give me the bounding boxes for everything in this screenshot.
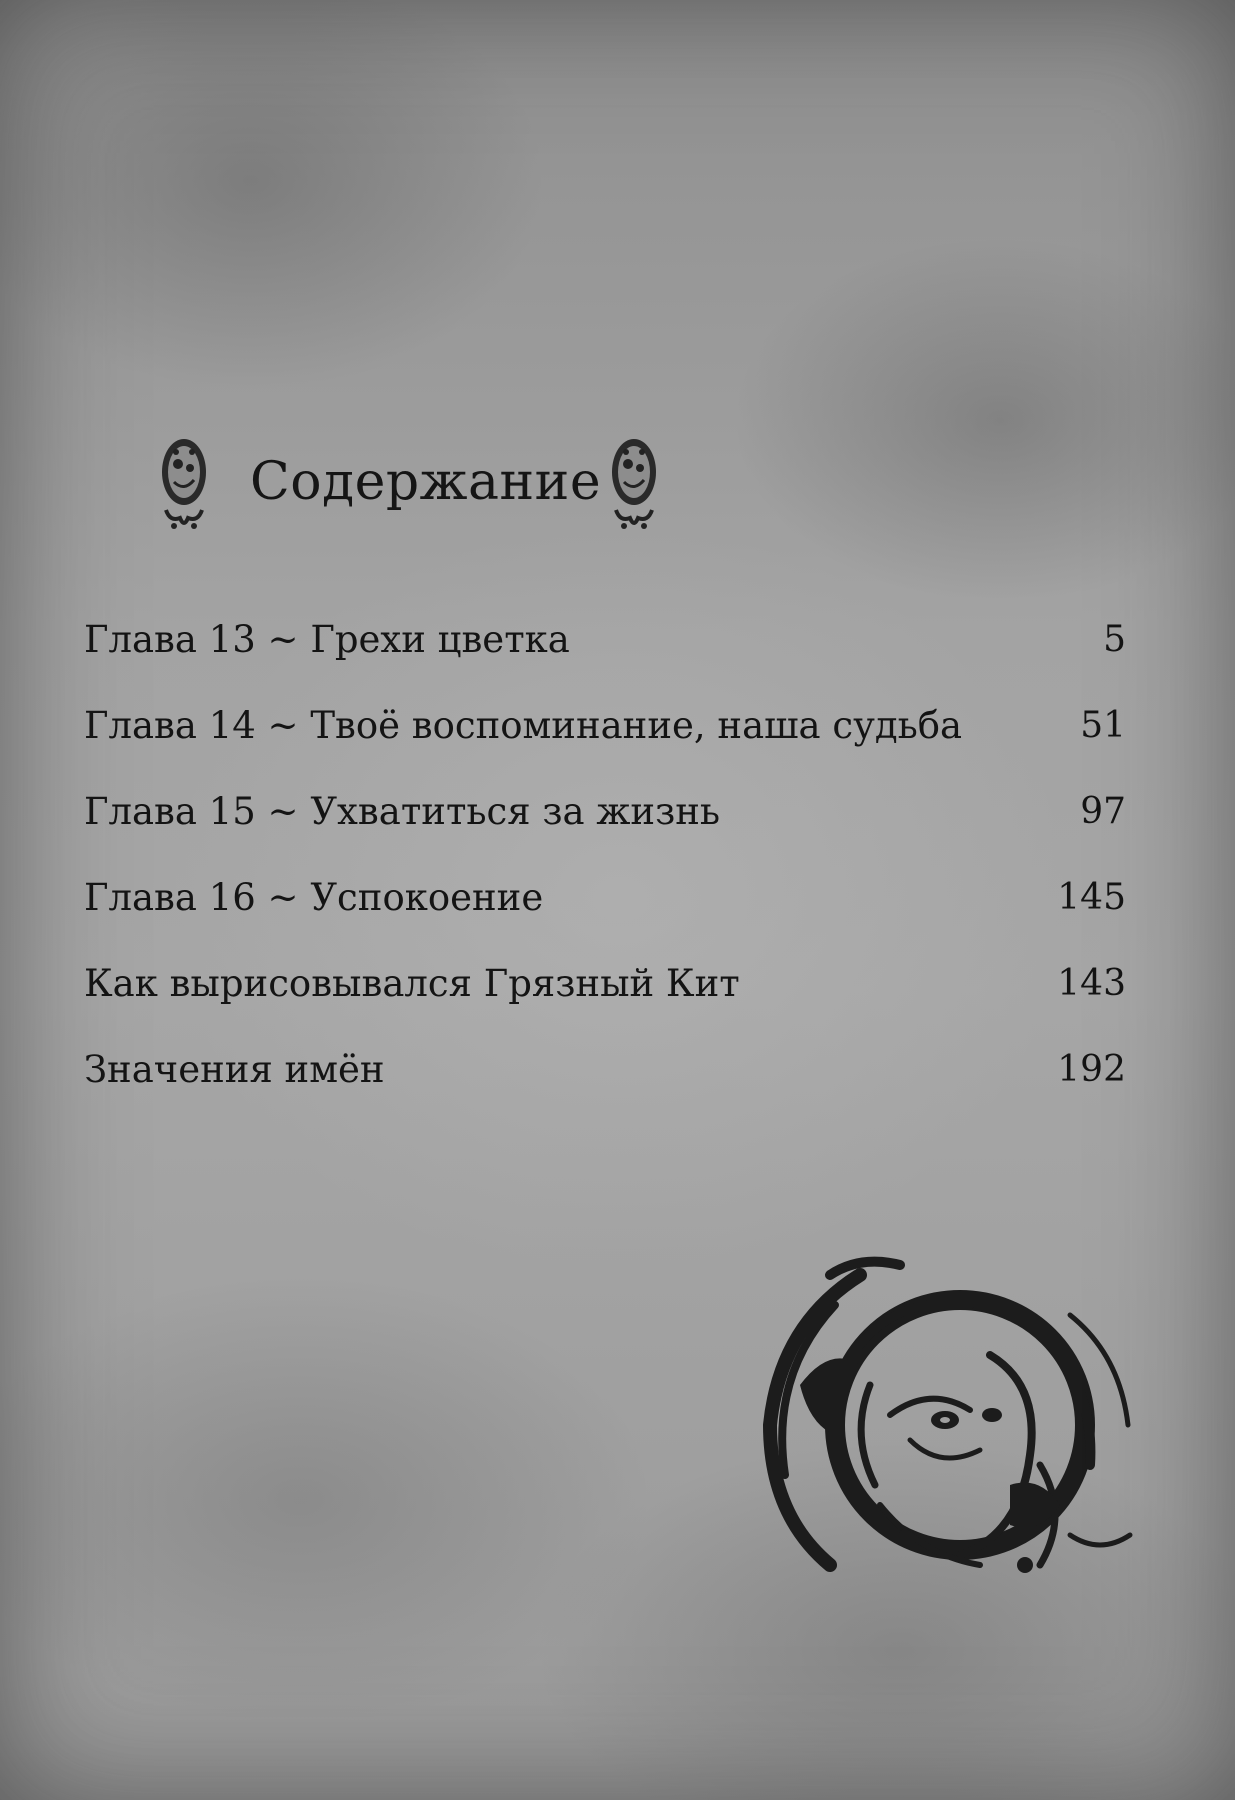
toc-entry[interactable] <box>84 940 1126 1026</box>
toc-entry-title: Глава 13 ~ Грехи цветка <box>84 617 570 661</box>
toc-entry-title: Глава 14 ~ Твоё воспоминание, наша судьба <box>84 703 963 747</box>
contents-heading <box>150 430 690 540</box>
toc-entry[interactable] <box>84 682 1126 768</box>
toc-entry-page: 145 <box>1057 876 1126 918</box>
table-of-contents <box>84 596 1126 1112</box>
skull-cameo-ornament-icon <box>606 430 662 534</box>
toc-entry-page: 5 <box>1103 618 1126 660</box>
toc-entry[interactable] <box>84 854 1126 940</box>
toc-entry[interactable] <box>84 596 1126 682</box>
toc-entry-page: 192 <box>1057 1048 1126 1090</box>
toc-entry-title: Значения имён <box>84 1047 385 1091</box>
toc-entry[interactable] <box>84 768 1126 854</box>
toc-entry-page: 143 <box>1057 962 1126 1004</box>
skull-cameo-ornament-icon <box>156 430 212 534</box>
page-title: Содержание <box>250 452 602 512</box>
toc-entry-page: 51 <box>1080 704 1126 746</box>
toc-entry[interactable] <box>84 1026 1126 1112</box>
toc-entry-title: Как вырисовывался Грязный Кит <box>84 961 740 1005</box>
toc-entry-title: Глава 15 ~ Ухватиться за жизнь <box>84 789 721 833</box>
swirl-character-emblem-icon <box>740 1235 1150 1615</box>
toc-entry-page: 97 <box>1080 790 1126 832</box>
toc-entry-title: Глава 16 ~ Успокоение <box>84 875 544 919</box>
